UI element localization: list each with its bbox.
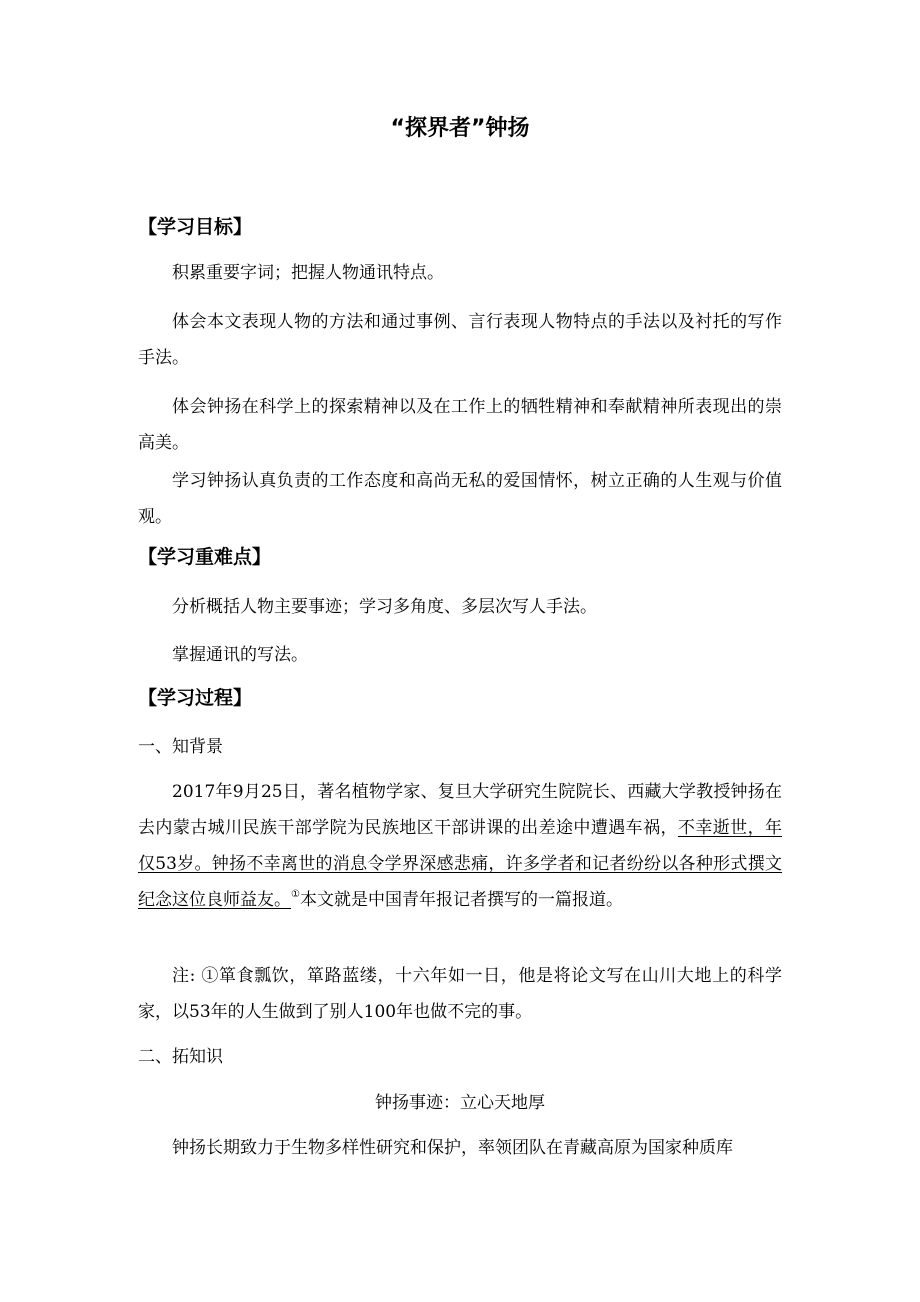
goal-item-1: 积累重要字词；把握人物通讯特点。 [172, 263, 444, 283]
background-text-underlined: 不幸逝世，年仅53岁。钟扬不幸离世的消息令学界深感悲痛，许多学者和记者纷纷以各种形式撰文纪念这位良师益友。 [138, 818, 783, 910]
page-title: “探界者”钟扬 [390, 116, 530, 141]
goal-item-3: 体会钟扬在科学上的探索精神以及在工作上的牺牲精神和奉献精神所表现出的崇高美。 [138, 397, 782, 453]
background-text-after: 本文就是中国青年报记者撰写的一篇报道。 [299, 890, 623, 910]
section-heading-goals: 【学习目标】 [138, 216, 253, 238]
goal-item-4: 学习钟扬认真负责的工作态度和高尚无私的爱国情怀，树立正确的人生观与价值观。 [138, 471, 782, 527]
part2-title: 二、拓知识 [138, 1047, 223, 1067]
part2-paragraph: 钟扬长期致力于生物多样性研究和保护，率领团队在青藏高原为国家种质库 [172, 1138, 733, 1158]
key-point-item-2: 掌握通讯的写法。 [172, 645, 308, 665]
footnote-paragraph: 注: ①箪食瓢饮，箪路蓝缕，十六年如一日，他是将论文写在山川大地上的科学家，以53年的人生做到了别人100年也做不完的事。 [138, 966, 782, 1022]
background-paragraph [138, 774, 782, 918]
footnote-mark: ① [291, 889, 300, 900]
part1-title: 一、知背景 [138, 737, 223, 757]
goal-item-2: 体会本文表现人物的方法和通过事例、言行表现人物特点的手法以及衬托的写作手法。 [138, 312, 782, 368]
part2-subtitle: 钟扬事迹：立心天地厚 [375, 1093, 545, 1113]
key-point-item-1: 分析概括人物主要事迹；学习多角度、多层次写人手法。 [172, 597, 597, 617]
section-heading-process: 【学习过程】 [138, 687, 253, 709]
background-text-before: 2017年9月25日，著名植物学家、复旦大学研究生院院长、西藏大学教授钟扬在去内蒙古城川民族干部学院为民族地区干部讲课的出差途中遭遇车祸， [138, 782, 782, 838]
section-heading-key-points: 【学习重难点】 [138, 546, 272, 568]
